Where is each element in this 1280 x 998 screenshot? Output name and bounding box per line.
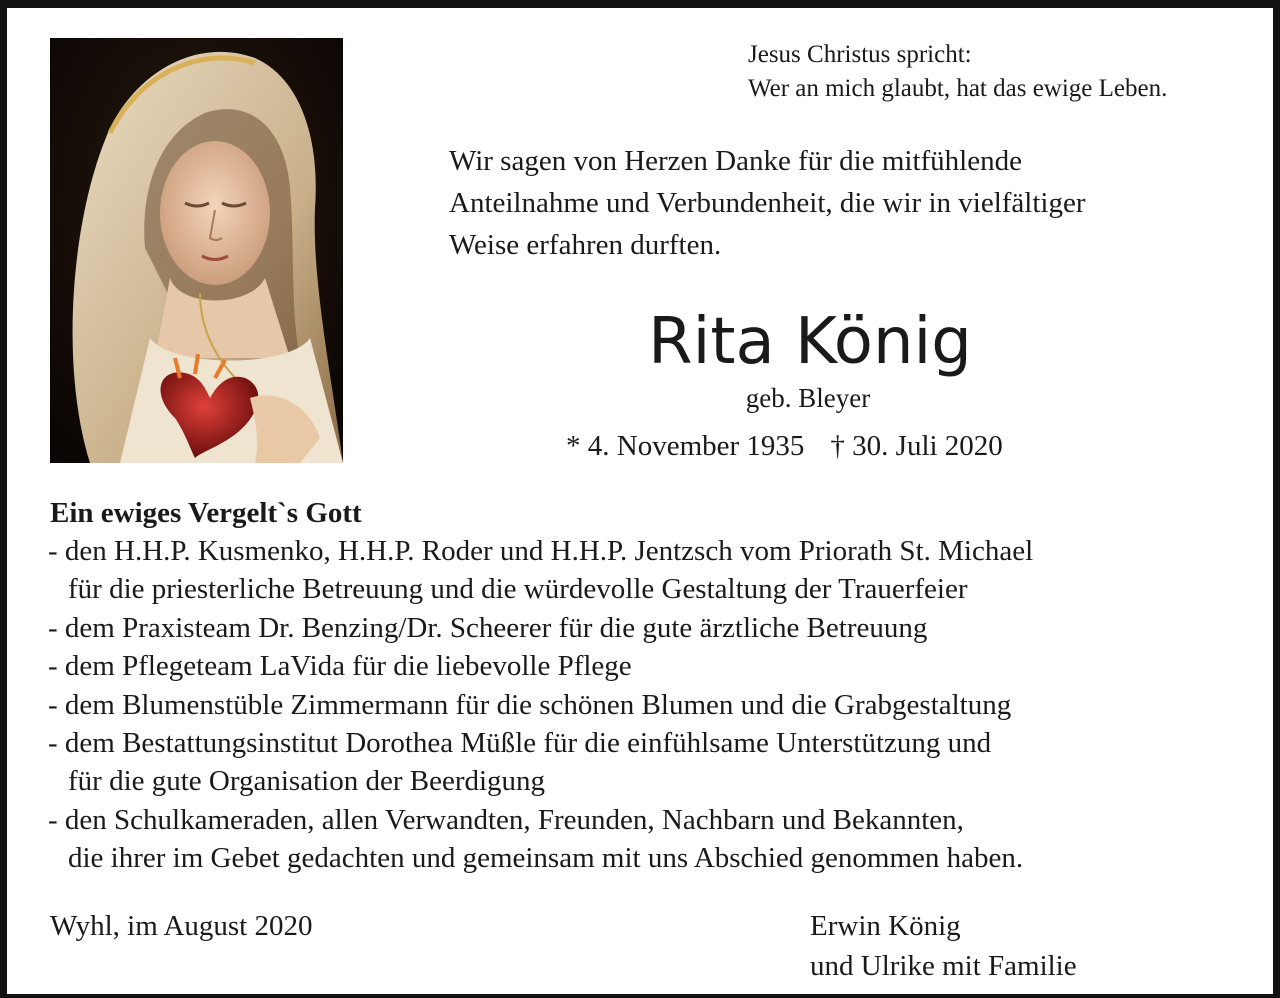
deceased-name: Rita König	[648, 305, 972, 379]
quote-line-1: Jesus Christus spricht:	[748, 41, 972, 68]
list-item-line-1: - dem Blumenstüble Zimmermann für die schönen Blumen und die Grabgestaltung	[48, 688, 1012, 721]
thanks-line-1: Wir sagen von Herzen Danke für die mitfühlende	[449, 145, 1022, 177]
list-item	[48, 609, 1033, 647]
list-item	[48, 801, 1033, 878]
life-dates	[566, 426, 1003, 466]
thanks-line-2: Anteilnahme und Verbundenheit, die wir in vielfältiger	[449, 187, 1086, 219]
list-item	[48, 647, 1033, 685]
list-item	[48, 724, 1033, 801]
list-item	[48, 686, 1033, 724]
list-item-line-1: - den Schulkameraden, allen Verwandten, Freunden, Nachbarn und Bekannten,	[48, 803, 964, 836]
death-date: † 30. Juli 2020	[830, 430, 1003, 462]
quote-line-2: Wer an mich glaubt, hat das ewige Leben.	[748, 75, 1168, 102]
bible-quote	[748, 38, 1167, 106]
madonna-photo	[50, 38, 343, 463]
gratitude-heading: Ein ewiges Vergelt`s Gott	[50, 497, 362, 529]
list-item-line-2: für die gute Organisation der Beerdigung	[68, 765, 546, 798]
thanks-line-3: Weise erfahren durften.	[449, 229, 722, 261]
list-item-line-1: - den H.H.P. Kusmenko, H.H.P. Roder und H.H.P. Jentzsch vom Priorath St. Michael	[48, 535, 1034, 567]
gratitude-list	[48, 532, 1033, 878]
birth-date: * 4. November 1935	[566, 430, 805, 462]
list-item-line-2: die ihrer im Gebet gedachten und gemeinsam mit uns Abschied genommen haben.	[68, 842, 1024, 875]
list-item-line-1: - dem Bestattungsinstitut Dorothea Müßle für die einfühlsame Unterstützung und	[48, 727, 992, 760]
place-date: Wyhl, im August 2020	[50, 910, 313, 942]
signature-line-1: Erwin König	[810, 910, 961, 942]
list-item	[48, 532, 1033, 609]
list-item-line-1: - dem Praxisteam Dr. Benzing/Dr. Scheerer für die gute ärztliche Betreuung	[48, 611, 928, 644]
madonna-portrait-icon	[50, 38, 343, 463]
signature-line-2: und Ulrike mit Familie	[810, 950, 1077, 982]
list-item-line-1: - dem Pflegeteam LaVida für die liebevolle Pflege	[48, 650, 632, 683]
maiden-name: geb. Bleyer	[745, 383, 871, 413]
signature	[810, 906, 1077, 986]
list-item-line-2: für die priesterliche Betreuung und die würdevolle Gestaltung der Trauerfeier	[68, 573, 968, 606]
thanks-paragraph	[449, 140, 1086, 266]
